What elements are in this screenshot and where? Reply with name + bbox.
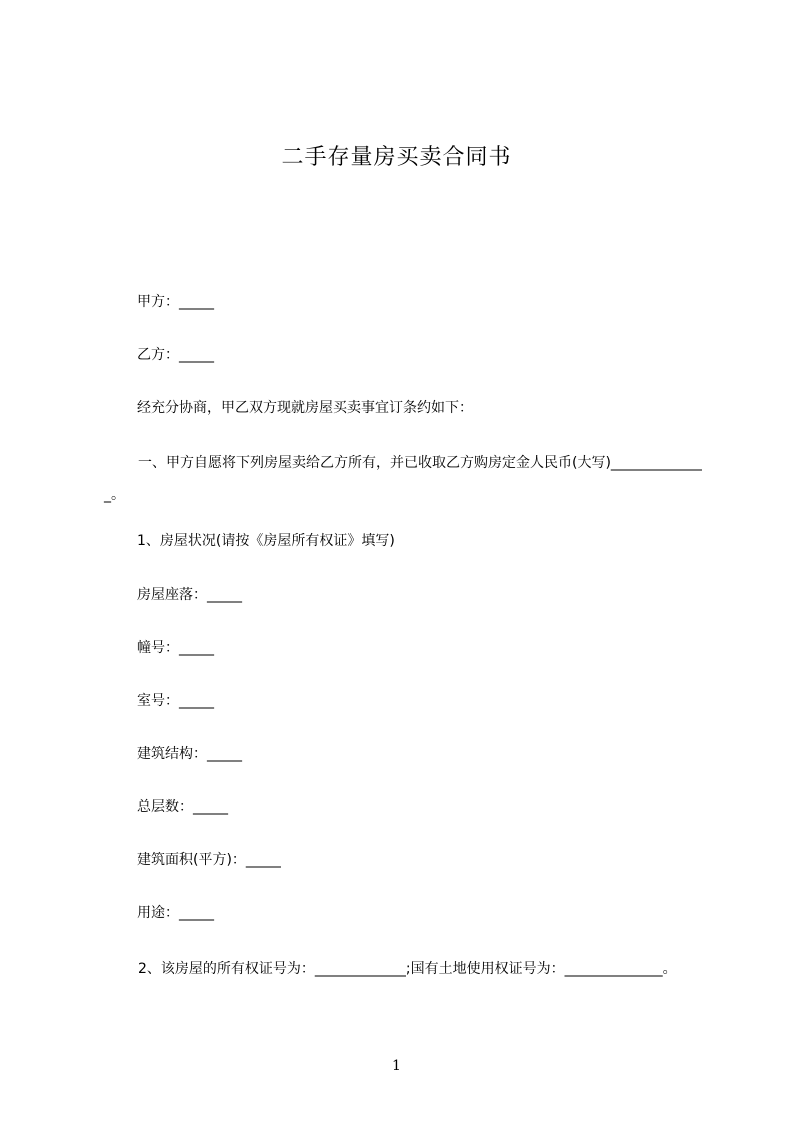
structure-field: 建筑结构：_____: [137, 746, 242, 762]
party-a-line: 甲方：_____: [137, 294, 214, 310]
location-field: 房屋座落：_____: [137, 587, 242, 603]
page-number: 1: [392, 1058, 401, 1074]
floor-area-field: 建筑面积(平方)：_____: [137, 852, 281, 868]
usage-field: 用途：_____: [137, 905, 214, 921]
room-no-field: 室号：_____: [137, 693, 214, 709]
building-no-field: 幢号：_____: [137, 640, 214, 656]
item-2-paragraph: 2、该房屋的所有权证号为：_____________;国有土地使用权证号为：______________。: [138, 961, 677, 977]
party-b-line: 乙方：_____: [137, 347, 214, 363]
document-title: 二手存量房买卖合同书: [281, 145, 512, 170]
clause-1-paragraph: 一、甲方自愿将下列房屋卖给乙方所有，并已收取乙方购房定金人民币(大写)______________。: [104, 455, 702, 503]
total-floors-field: 总层数：_____: [137, 799, 228, 815]
item-1-heading: 1、房屋状况(请按《房屋所有权证》填写): [137, 533, 395, 549]
intro-paragraph: 经充分协商，甲乙双方现就房屋买卖事宜订条约如下：: [137, 400, 473, 416]
